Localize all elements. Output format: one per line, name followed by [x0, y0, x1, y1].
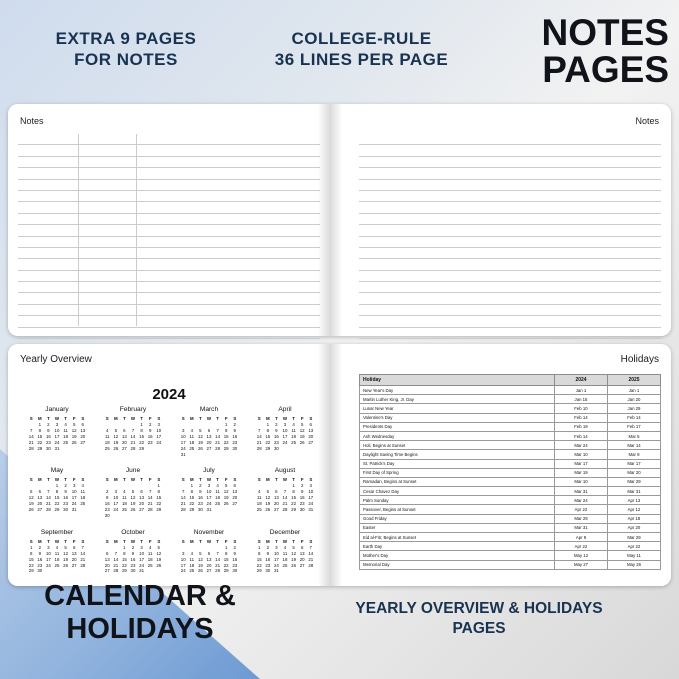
holidays-column-header: Holiday [360, 375, 555, 386]
rule-line [18, 248, 320, 259]
rule-line [359, 134, 661, 145]
rule-line [18, 157, 320, 168]
holidays-cell: Mar 31 [555, 523, 608, 532]
holidays-column-header: 2025 [608, 375, 661, 386]
mini-month: July S M T W T F S 1 2 3 4 5 6 7 8 9 10 11 12 13 14 15 16 17 18 19 20 21 22 23 24 25 26 27 28 29 30 31 [174, 467, 244, 518]
mini-month: February S M T W T F S 1 2 3 4 5 6 7 8 9 10 11 12 13 14 15 16 17 18 19 20 21 22 23 24 25 26 27 28 29 [98, 406, 168, 457]
holidays-cell: Feb 14 [555, 431, 608, 440]
holidays-cell: Ramadan, Begins at Sunset [360, 477, 555, 486]
holidays-page [349, 344, 671, 586]
mini-month-name: June [125, 467, 141, 475]
caption-left-line2: HOLIDAYS [66, 612, 214, 645]
holidays-cell: Feb 19 [555, 422, 608, 431]
rule-line [18, 180, 320, 191]
holidays-column-header: 2024 [555, 375, 608, 386]
rule-line [18, 282, 320, 293]
holidays-cell: Apr 22 [608, 542, 661, 551]
holidays-cell: Mar 9 [608, 450, 661, 459]
mini-month-name: September [40, 528, 74, 536]
rule-line [359, 271, 661, 282]
header-middle [244, 28, 479, 71]
rule-line [18, 168, 320, 179]
rule-line [359, 259, 661, 270]
table-row [360, 404, 661, 413]
caption-right [289, 599, 669, 639]
holidays-cell: Mar 19 [555, 468, 608, 477]
mini-month: March S M T W T F S 1 2 3 4 5 6 7 8 9 10 11 12 13 14 15 16 17 18 19 20 21 22 23 24 25 26 27 28 29 30 31 [174, 406, 244, 457]
mini-month: January S M T W T F S 1 2 3 4 5 6 7 8 9 10 11 12 13 14 15 16 17 18 19 20 21 22 23 24 25 26 27 28 29 30 31 [22, 406, 92, 457]
holidays-cell: Feb 14 [555, 413, 608, 422]
table-row [360, 505, 661, 514]
caption-right-line1: YEARLY OVERVIEW & HOLIDAYS [355, 599, 603, 617]
mini-month: April S M T W T F S 1 2 3 4 5 6 7 8 9 10 11 12 13 14 15 16 17 18 19 20 21 22 23 24 25 26 27 28 29 30 [250, 406, 320, 457]
holidays-cell: Mar 31 [608, 487, 661, 496]
holidays-table-wrap [359, 374, 661, 570]
holidays-cell: Mar 29 [608, 477, 661, 486]
header-right-line1: NOTES [541, 12, 669, 53]
holidays-cell: Mar 5 [608, 431, 661, 440]
table-row [360, 523, 661, 532]
holidays-cell: Good Friday [360, 514, 555, 523]
holidays-cell: Jan 29 [608, 404, 661, 413]
header-left-line1: EXTRA 9 PAGES [55, 29, 197, 48]
holidays-cell: Daylight Saving Time Begins [360, 450, 555, 459]
rule-line [359, 202, 661, 213]
holidays-cell: Mar 24 [555, 496, 608, 505]
holidays-cell: Jan 1 [555, 386, 608, 395]
holidays-cell: Palm Sunday [360, 496, 555, 505]
table-row [360, 468, 661, 477]
mini-month-name: December [269, 528, 301, 536]
calendar-year: 2024 [152, 386, 186, 403]
holidays-cell: Cesar Chavez Day [360, 487, 555, 496]
rule-line [359, 293, 661, 304]
mini-month: December S M T W T F S 1 2 3 4 5 6 7 8 9 10 11 12 13 14 15 16 17 18 19 20 21 22 23 24 25 26 27 28 29 30 31 [250, 529, 320, 575]
mini-month-name: May [50, 467, 64, 475]
holidays-cell: Apr 18 [608, 514, 661, 523]
holidays-cell: Apr 20 [608, 523, 661, 532]
notes-spread [8, 104, 671, 336]
header-mid-line2: 36 LINES PER PAGE [274, 50, 449, 70]
mini-month: November S M T W T F S 1 2 3 4 5 6 7 8 9 10 11 12 13 14 15 16 17 18 19 20 21 22 23 24 25 26 27 28 29 30 [174, 529, 244, 575]
rule-line [359, 282, 661, 293]
holidays-cell: Mar 29 [555, 514, 608, 523]
mini-month-name: July [203, 467, 215, 475]
notes-right-rules [359, 134, 661, 326]
rule-line [359, 180, 661, 191]
holidays-cell: May 27 [555, 560, 608, 569]
rule-line [359, 168, 661, 179]
holidays-cell: Ash Wednesday [360, 431, 555, 440]
table-row [360, 395, 661, 404]
table-row [360, 386, 661, 395]
holidays-cell: Mar 17 [555, 459, 608, 468]
notes-left-column-line [136, 134, 137, 326]
rule-line [359, 225, 661, 236]
holidays-cell: Mar 10 [555, 477, 608, 486]
holidays-cell: First Day of Spring [360, 468, 555, 477]
holidays-cell: Apr 12 [608, 505, 661, 514]
mini-month-name: April [278, 406, 292, 413]
table-row [360, 422, 661, 431]
notes-page-right [349, 104, 671, 336]
holidays-cell: Apr 13 [608, 496, 661, 505]
holidays-cell: Earth Day [360, 542, 555, 551]
holidays-cell: Holi, Begins at Sunset [360, 441, 555, 450]
holidays-cell: Apr 22 [555, 505, 608, 514]
mini-month: September S M T W T F S 1 2 3 4 5 6 7 8 9 10 11 12 13 14 15 16 17 18 19 20 21 22 23 24 25 26 27 28 29 30 [22, 529, 92, 575]
notes-page-left [8, 104, 330, 336]
holidays-cell: Mar 17 [608, 459, 661, 468]
calendar-gutter [318, 344, 342, 586]
header-left [16, 28, 236, 71]
rule-line [18, 316, 320, 327]
mini-month-name: January [45, 406, 69, 413]
table-row [360, 477, 661, 486]
table-row [360, 431, 661, 440]
holidays-cell: Mar 10 [555, 450, 608, 459]
table-row [360, 551, 661, 560]
yearly-overview-heading: Yearly Overview [20, 354, 92, 365]
notes-gutter [318, 104, 342, 336]
holidays-cell: New Year's Day [360, 386, 555, 395]
caption-right-line2: PAGES [452, 619, 506, 637]
rule-line [18, 134, 320, 145]
rule-line [18, 293, 320, 304]
mini-month-name: February [119, 406, 147, 413]
caption-left [4, 580, 276, 645]
holidays-cell: Apr 22 [555, 542, 608, 551]
holidays-cell: Valentine's Day [360, 413, 555, 422]
holidays-table [359, 374, 661, 570]
rule-line [359, 214, 661, 225]
rule-line [359, 237, 661, 248]
rule-line [18, 202, 320, 213]
table-row [360, 487, 661, 496]
holidays-cell: Martin Luther King, Jr. Day [360, 395, 555, 404]
table-row [360, 514, 661, 523]
holidays-cell: Mar 24 [555, 441, 608, 450]
mini-month: October S M T W T F S 1 2 3 4 5 6 7 8 9 10 11 12 13 14 15 16 17 18 19 20 21 22 23 24 25 26 27 28 29 30 31 [98, 529, 168, 575]
table-row [360, 533, 661, 542]
holidays-cell: Jan 1 [608, 386, 661, 395]
holidays-cell: Mar 31 [555, 487, 608, 496]
holidays-cell: Feb 10 [555, 404, 608, 413]
calendar-month-grid [22, 406, 320, 574]
rule-line [18, 191, 320, 202]
notes-left-title: Notes [20, 116, 44, 126]
holidays-cell: Easter [360, 523, 555, 532]
header-right [469, 14, 669, 88]
rule-line [359, 191, 661, 202]
holidays-cell: Lunar New Year [360, 404, 555, 413]
rule-line [359, 305, 661, 316]
rule-line [359, 157, 661, 168]
holidays-cell: Jan 20 [608, 395, 661, 404]
notes-left-rules [18, 134, 320, 326]
header-right-line2: PAGES [542, 49, 669, 90]
holidays-cell: May 26 [608, 560, 661, 569]
rule-line [18, 328, 320, 339]
header-left-line2: FOR NOTES [74, 50, 178, 70]
holidays-cell: Feb 17 [608, 422, 661, 431]
table-row [360, 542, 661, 551]
mini-month: June S M T W T F S 1 2 3 4 5 6 7 8 9 10 11 12 13 14 15 16 17 18 19 20 21 22 23 24 25 26 27 28 29 30 [98, 467, 168, 518]
rule-line [359, 316, 661, 327]
holidays-cell: May 11 [608, 551, 661, 560]
mini-month: August S M T W T F S 1 2 3 4 5 6 7 8 9 10 11 12 13 14 15 16 17 18 19 20 21 22 23 24 25 26 27 28 29 30 31 [250, 467, 320, 518]
mini-month-name: August [274, 467, 296, 475]
table-row [360, 450, 661, 459]
rule-line [18, 225, 320, 236]
header-mid-line1: COLLEGE-RULE [291, 29, 432, 48]
holidays-cell: Jan 15 [555, 395, 608, 404]
notes-right-title: Notes [635, 116, 659, 126]
holidays-cell: Mother's Day [360, 551, 555, 560]
holidays-cell: Presidents Day [360, 422, 555, 431]
rule-line [359, 248, 661, 259]
holidays-cell: Memorial Day [360, 560, 555, 569]
holidays-heading: Holidays [620, 354, 659, 365]
table-row [360, 459, 661, 468]
rule-line [18, 305, 320, 316]
rule-line [18, 271, 320, 282]
rule-line [18, 145, 320, 156]
mini-month-name: March [199, 406, 219, 413]
holidays-cell: Mar 14 [608, 441, 661, 450]
holidays-cell: May 12 [555, 551, 608, 560]
table-row [360, 413, 661, 422]
rule-line [359, 145, 661, 156]
table-row [360, 560, 661, 569]
holidays-cell: Mar 29 [608, 533, 661, 542]
mini-month-name: October [121, 528, 145, 536]
holidays-cell: St. Patrick's Day [360, 459, 555, 468]
holidays-cell: Feb 14 [608, 413, 661, 422]
rule-line [18, 214, 320, 225]
mini-month: May S M T W T F S 1 2 3 4 5 6 7 8 9 10 11 12 13 14 15 16 17 18 19 20 21 22 23 24 25 26 27 28 29 30 31 [22, 467, 92, 518]
yearly-overview-page [8, 344, 330, 586]
calendar-holidays-spread [8, 344, 671, 586]
caption-left-line1: CALENDAR & [44, 580, 236, 613]
mini-month-name: November [193, 528, 225, 536]
holidays-cell: Apr 9 [555, 533, 608, 542]
holidays-cell: Eid al-Fitr, Begins at Sunset [360, 533, 555, 542]
holidays-cell: Mar 20 [608, 468, 661, 477]
notes-left-margin-line [78, 134, 79, 326]
holidays-cell: Passover, Begins at Sunset [360, 505, 555, 514]
rule-line [359, 328, 661, 339]
rule-line [18, 237, 320, 248]
table-row [360, 441, 661, 450]
rule-line [18, 259, 320, 270]
table-row [360, 496, 661, 505]
header-band [0, 0, 679, 100]
